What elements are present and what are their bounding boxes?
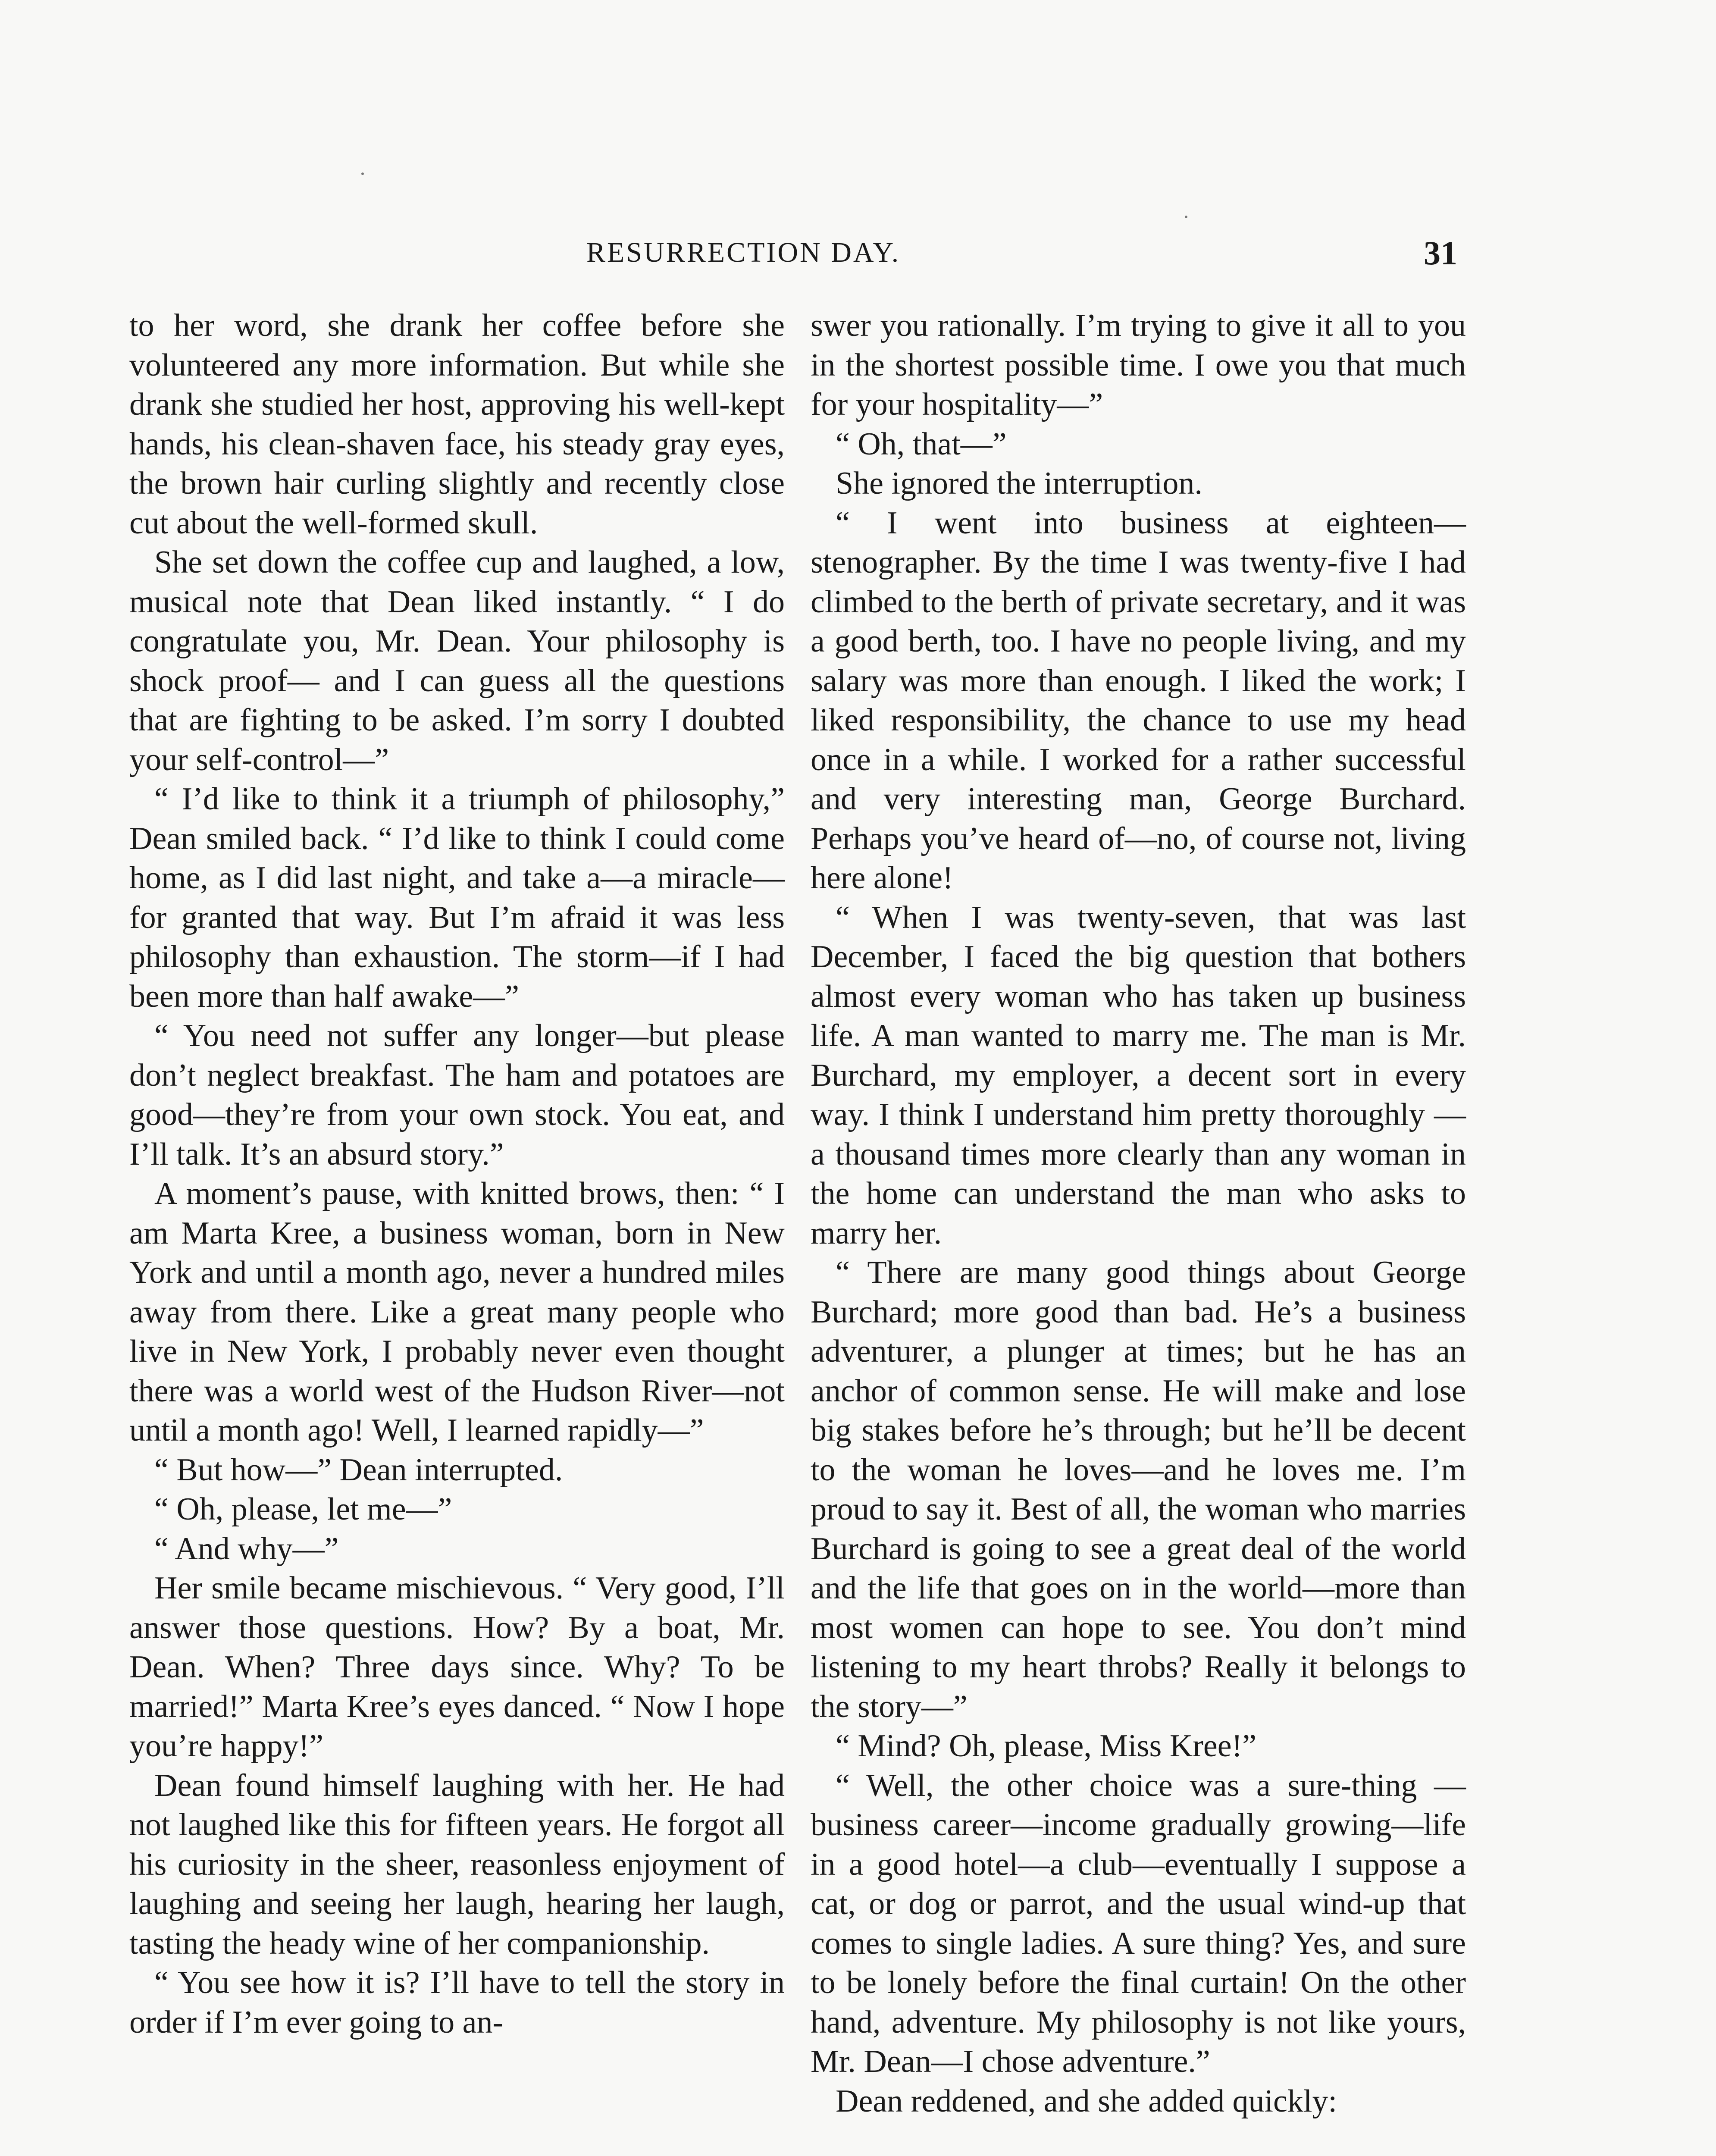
- paragraph: Her smile became mischievous. “ Very good, I’ll answer those questions. How? By a boat, Mr. Dean. When? Three days since. Why? To be married!” Marta Kree’s eyes danced. “ Now I hope you’re happy!”: [129, 1570, 785, 1764]
- paragraph: Dean reddened, and she added quickly:: [836, 2083, 1337, 2119]
- paragraph: to her word, she drank her coffee before she volunteered any more information. But while she drank she studied her host, approving his well-kept hands, his clean-shaven face, his steady gray eyes, the brown hair curling slightly and recently close cut about the well-formed skull.: [129, 308, 785, 541]
- print-speck: [1185, 216, 1187, 218]
- paragraph: “ When I was twenty-seven, that was last December, I faced the big question that bothers almost every woman who has taken up business life. A man wanted to marry me. The man is Mr. Burchard, my employer, a decent sort in every way. I think I understand him pretty thoroughly —a thousand times more clearly than any woman in the home can understand the man who asks to marry her.: [811, 899, 1466, 1251]
- paragraph: “ Mind? Oh, please, Miss Kree!”: [836, 1728, 1257, 1764]
- print-speck: [361, 172, 364, 175]
- paragraph: “ There are many good things about George Burchard; more good than bad. He’s a business adventurer, a plunger at times; but he has an anchor of common sense. He will make and lose big stakes before he’s through; but he’ll be decent to the woman he loves—and he loves me. I’m proud to say it. Best of all, the woman who marries Burchard is going to see a great deal of the world and the life that goes on in the world—more than most women can hope to see. You don’t mind listening to my heart throbs? Really it belongs to the story—”: [811, 1255, 1466, 1724]
- paragraph: “ Oh, please, let me—”: [154, 1492, 452, 1527]
- paragraph: swer you rationally. I’m trying to give it all to you in the shortest possible time. I owe you that much for your hospitality—”: [811, 308, 1466, 422]
- running-title: RESURRECTION DAY.: [586, 237, 901, 268]
- paragraph: “ I’d like to think it a triumph of philosophy,” Dean smiled back. “ I’d like to think I could come home, as I did last night, and take a—a miracle—for granted that way. But I’m afraid it was less philosophy than exhaustion. The storm—if I had been more than half awake—”: [129, 781, 785, 1014]
- left-column: [129, 306, 785, 2042]
- paragraph: “ I went into business at eighteen— stenographer. By the time I was twenty-five I had climbed to the berth of private secretary, and it was a good berth, too. I have no people living, and my salary was more than enough. I liked the work; I liked responsibility, the chance to use my head once in a while. I worked for a rather successful and very interesting man, George Burchard. Perhaps you’ve heard of—no, of course not, living here alone!: [811, 505, 1466, 896]
- paragraph: “ And why—”: [154, 1531, 339, 1567]
- page-number: 31: [1424, 234, 1457, 272]
- paragraph: Dean found himself laughing with her. He had not laughed like this for fifteen years. He forgot all his curiosity in the sheer, reasonless enjoyment of laughing and seeing her laugh, hearing her laugh, tasting the heady wine of her companionship.: [129, 1767, 785, 1961]
- paragraph: She set down the coffee cup and laughed, a low, musical note that Dean liked instantly. “ I do congratulate you, Mr. Dean. Your philosophy is shock proof— and I can guess all the questions that are fighting to be asked. I’m sorry I doubted your self-control—”: [129, 545, 785, 777]
- paragraph: “ But how—” Dean interrupted.: [154, 1452, 563, 1488]
- paragraph: “ You see how it is? I’ll have to tell the story in order if I’m ever going to an-: [129, 1965, 785, 2040]
- paragraph: “ You need not suffer any longer—but please don’t neglect breakfast. The ham and potatoes are good—they’re from your own stock. You eat, and I’ll talk. It’s an absurd story.”: [129, 1018, 785, 1172]
- paragraph: “ Well, the other choice was a sure-thing —business career—income gradually growing—life in a good hotel—a club—eventually I suppose a cat, or dog or parrot, and the usual wind-up that comes to single ladies. A sure thing? Yes, and sure to be lonely before the final curtain! On the other hand, adventure. My philosophy is not like yours, Mr. Dean—I chose adventure.”: [811, 1767, 1466, 2079]
- paragraph: A moment’s pause, with knitted brows, then: “ I am Marta Kree, a business woman, born in New York and until a month ago, never a hundred miles away from there. Like a great many people who live in New York, I probably never even thought there was a world west of the Hudson River—not until a month ago! Well, I learned rapidly—”: [129, 1176, 785, 1448]
- paragraph: She ignored the interruption.: [836, 466, 1202, 501]
- right-column: [811, 306, 1466, 2121]
- paragraph: “ Oh, that—”: [836, 426, 1007, 462]
- running-head: [129, 236, 1457, 284]
